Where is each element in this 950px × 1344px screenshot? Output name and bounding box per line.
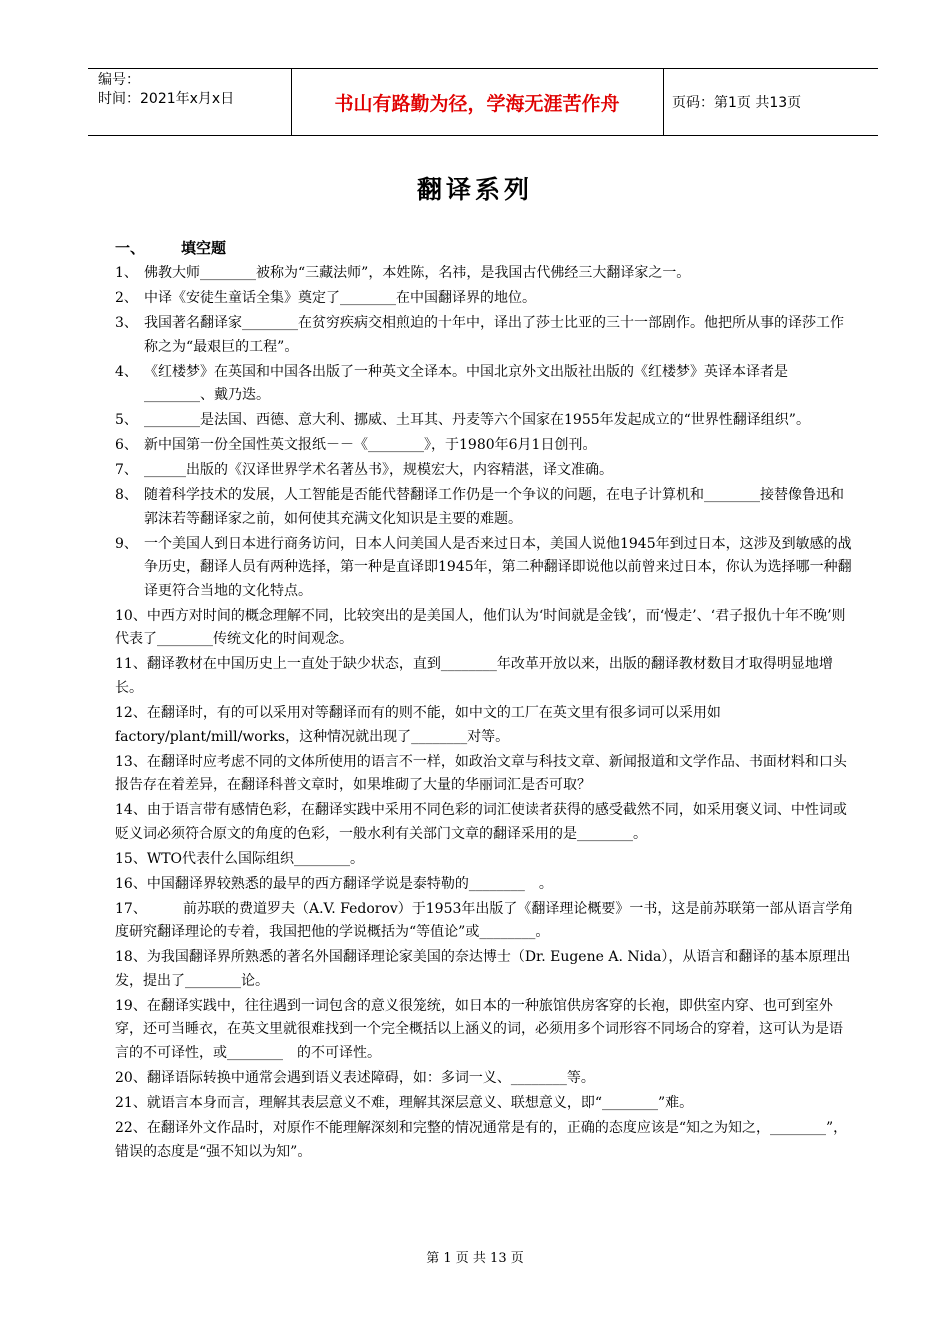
question-item [115,653,855,700]
question-item [115,702,855,749]
question-text: WTO代表什么国际组织________。 [146,850,365,867]
question-text: 佛教大师________被称为“三藏法师”，本姓陈，名祎，是我国古代佛经三大翻译家之一。 [144,265,691,281]
question-number: 20、 [115,1070,147,1087]
question-text: 中译《安徒生童话全集》奠定了________在中国翻译界的地位。 [144,289,536,306]
question-number: 2、 [115,289,138,306]
header-page-info: 页码：第1页 共13页 [672,95,802,111]
question-text: 翻译语际转换中通常会遇到语义表述障碍，如：多词一义、________等。 [146,1070,595,1087]
question-number: 4、 [115,363,138,380]
question-number: 6、 [115,437,138,454]
question-item [115,873,855,897]
question-item [115,434,855,458]
question-item [115,898,855,945]
header-number-label: 编号： [98,72,140,88]
question-text: ________是法国、西德、意大利、挪威、土耳其、丹麦等六个国家在1955年发起成立的“世界性翻译组织”。 [144,412,810,429]
question-item [115,799,855,846]
question-text: 在翻译外文作品时，对原作不能理解深刻和完整的情况通常是有的，正确的态度应该是“知之为知之，________”，错误的态度是“强不知以为知”。 [115,1119,848,1160]
question-item [115,848,855,872]
question-number: 5、 [115,412,138,429]
question-item [115,409,855,433]
question-item [115,312,855,359]
question-number: 10、 [115,607,147,624]
question-item [115,533,855,604]
question-text: 随着科学技术的发展，人工智能是否能代替翻译工作仍是一个争议的问题，在电子计算机和________接替像鲁迅和郭沫若等翻译家之前，如何使其充满文化知识是主要的难题。 [144,487,844,527]
question-item [115,995,855,1066]
question-item [115,484,855,531]
question-item [115,287,855,311]
question-text: 在翻译时，有的可以采用对等翻译而有的则不能，如中文的工厂在英文里有很多词可以采用如factory/plant/mill/works，这种情况就出现了________对等。 [115,704,721,745]
question-number: 19、 [115,997,147,1014]
question-text: 新中国第一份全国性英文报纸－－《________》，于1980年6月1日创刊。 [144,437,597,454]
section-number: 一、 [115,239,146,257]
question-item [115,751,855,798]
question-text: 为我国翻译界所熟悉的著名外国翻译理论家美国的奈达博士（Dr. Eugene A. Nida），从语言和翻译的基本原理出发，提出了________论。 [115,949,851,989]
question-number: 22、 [115,1119,147,1136]
question-number: 9、 [115,535,138,552]
question-text: 在翻译时应考虑不同的文体所使用的语言不一样，如政治文章与科技文章、新闻报道和文学作品、书面材料和口头报告存在着差异，在翻译科普文章时，如果堆砌了大量的华丽词汇是否可取？ [115,753,847,794]
header-time-label: 时间：2021年x月x日 [98,91,235,107]
question-text: 中国翻译界较熟悉的最早的西方翻译学说是泰特勒的________ 。 [146,875,553,892]
section-heading [115,237,226,258]
question-text: 翻译教材在中国历史上一直处于缺少状态，直到________年改革开放以来，出版的翻译教材数目才取得明显地增长。 [115,656,833,696]
question-text: 我国著名翻译家________在贫穷疾病交相煎迫的十年中，译出了莎士比亚的三十一部剧作。他把所从事的译莎工作称之为“最艰巨的工程”。 [144,314,844,355]
question-item [115,1067,855,1091]
question-list [115,262,855,1166]
question-number: 16、 [115,875,147,892]
header-bottom-rule [88,135,878,136]
question-number: 7、 [115,462,138,479]
question-item [115,361,855,408]
page-header [88,68,878,136]
question-item [115,1092,855,1116]
question-number: 15、 [115,850,147,867]
header-divider-right [663,68,664,136]
question-text: 《红楼梦》在英国和中国各出版了一种英文全译本。中国北京外文出版社出版的《红楼梦》英译本译者是________、戴乃迭。 [144,363,788,404]
question-item [115,1117,855,1164]
question-number: 13、 [115,753,147,770]
header-motto: 书山有路勤为径，学海无涯苦作舟 [334,92,620,115]
question-text: 前苏联的费道罗夫（A.V. Fedorov）于1953年出版了《翻译理论概要》一书，这是前苏联第一部从语言学角度研究翻译理论的专着，我国把他的学说概括为“等值论”或________。 [115,900,854,941]
question-text: 就语言本身而言，理解其表层意义不难，理解其深层意义、联想意义，即“________”难。 [146,1095,694,1111]
question-item [115,946,855,993]
question-text: 中西方对时间的概念理解不同，比较突出的是美国人，他们认为‘时间就是金钱’，而‘慢走’、‘君子报仇十年不晚’则代表了________传统文化的时间观念。 [115,607,846,648]
question-number: 14、 [115,802,147,819]
question-number: 17、 [115,900,147,917]
question-item [115,459,855,483]
question-number: 12、 [115,704,147,721]
question-number: 11、 [115,656,147,673]
question-number: 3、 [115,314,138,331]
question-item [115,605,855,652]
question-number: 8、 [115,487,138,504]
section-title: 填空题 [181,239,227,257]
question-text: 一个美国人到日本进行商务访问，日本人问美国人是否来过日本，美国人说他1945年到过日本，这涉及到敏感的战争历史，翻译人员有两种选择，第一种是直译即1945年，第二种翻译即说他以前曾来过日本，你认为选择哪一种翻译更符合当地的文化特点。 [144,535,852,599]
page-footer: 第 1 页 共 13 页 [426,1251,524,1266]
question-number: 18、 [115,949,147,966]
question-text: ______出版的《汉译世界学术名著丛书》，规模宏大，内容精湛，译文准确。 [144,462,613,479]
question-item [115,262,855,286]
question-number: 21、 [115,1095,147,1111]
question-text: 由于语言带有感情色彩，在翻译实践中采用不同色彩的词汇使读者获得的感受截然不同，如采用褒义词、中性词或贬义词必须符合原文的角度的色彩，一般水利有关部门文章的翻译采用的是________。 [115,802,847,842]
question-text: 在翻译实践中，往往遇到一词包含的意义很笼统，如日本的一种旅馆供房客穿的长袍，即供室内穿、也可到室外穿，还可当睡衣，在英文里就很难找到一个完全概括以上涵义的词，必须用多个词形容不同场合的穿着，这可认为是语言的不可译性，或________ 的不可译性。 [115,997,843,1062]
document-title: 翻译系列 [416,175,533,204]
question-number: 1、 [115,265,138,281]
header-meta [98,71,293,109]
